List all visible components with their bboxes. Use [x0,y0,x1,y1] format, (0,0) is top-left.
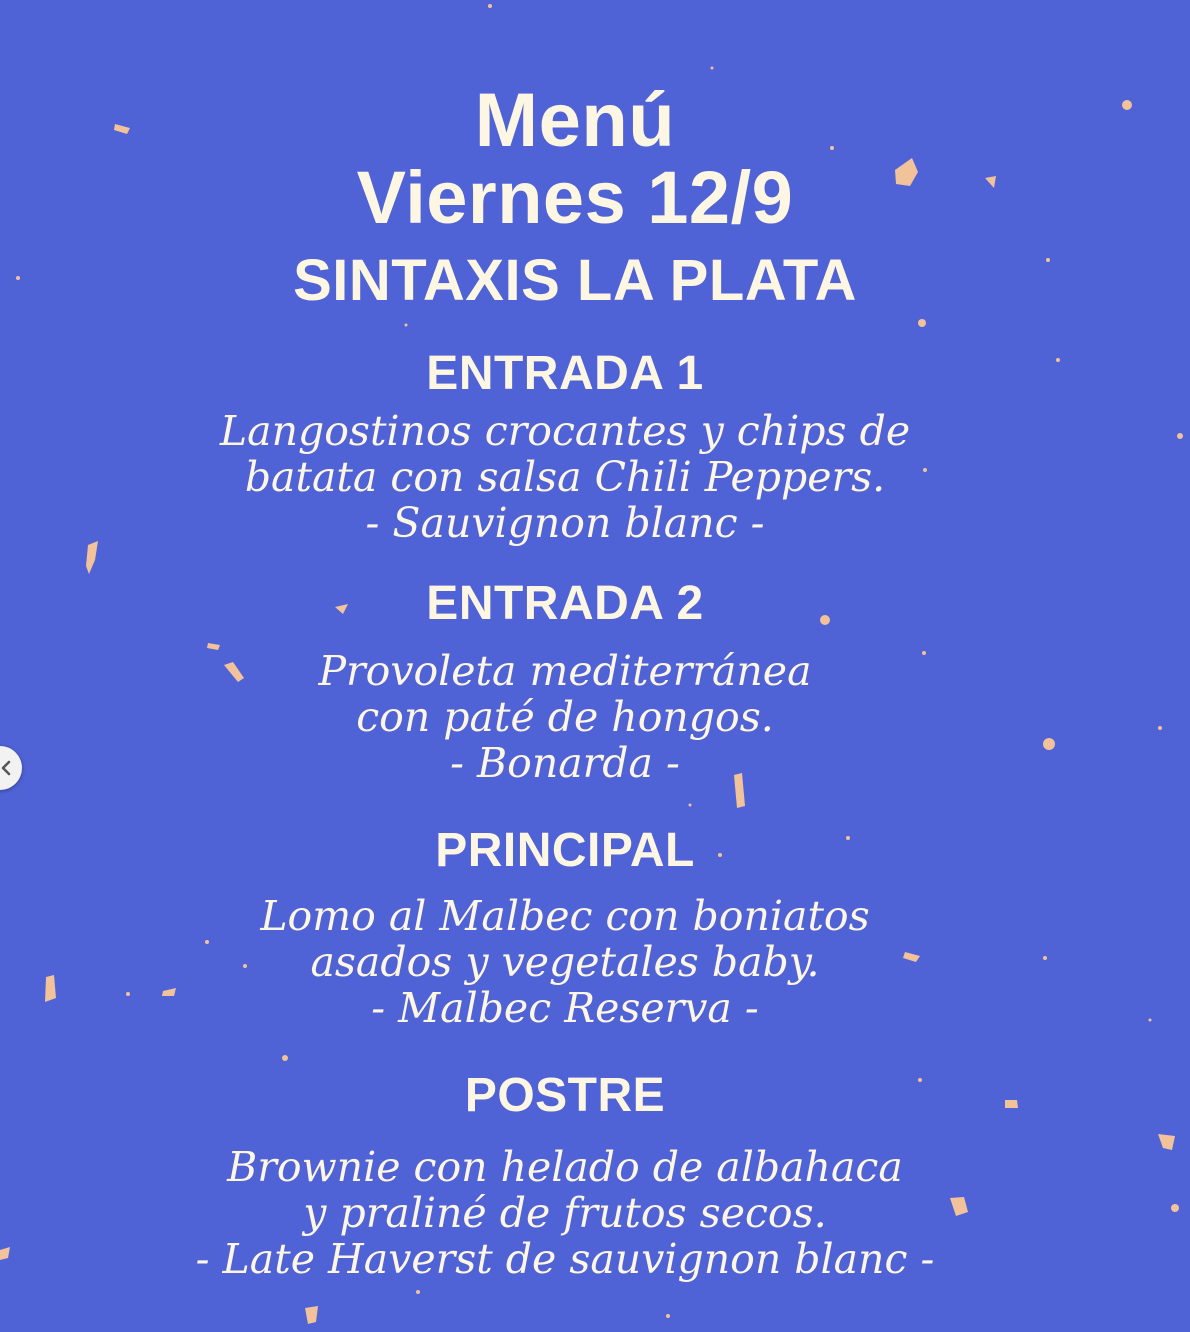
course-description [0,893,1130,1031]
dish-line: con paté de hongos. [356,693,774,741]
dish-line: y praliné de frutos secos. [303,1189,827,1237]
course-postre [0,1070,1130,1282]
dish-line: Langostinos crocantes y chips de [219,407,911,455]
course-heading: ENTRADA 1 [426,347,704,400]
menu-date: Viernes 12/9 [356,156,794,239]
course-description [0,648,1130,786]
wine-pairing: - Bonarda - [450,739,680,787]
course-entrada-1 [0,348,1130,546]
course-description [0,408,1130,546]
course-heading: POSTRE [464,1069,666,1122]
dish-line: asados y vegetales baby. [310,938,820,986]
course-heading: ENTRADA 2 [426,577,704,630]
menu-title: Menú [474,78,676,163]
course-heading: PRINCIPAL [435,824,695,877]
course-description [0,1144,1130,1282]
restaurant-name: SINTAXIS LA PLATA [293,248,857,313]
chevron-left-icon [0,760,12,776]
dish-line: Brownie con helado de albahaca [227,1143,903,1191]
dish-line: Lomo al Malbec con boniatos [260,892,870,940]
wine-pairing: - Malbec Reserva - [371,984,759,1032]
dish-line: batata con salsa Chili Peppers. [244,453,886,501]
wine-pairing: - Late Haverst de sauvignon blanc - [195,1235,935,1283]
dish-line: Provoleta mediterránea [318,647,812,695]
wine-pairing: - Sauvignon blanc - [365,499,765,547]
course-entrada-2 [0,578,1130,786]
course-principal [0,825,1130,1031]
